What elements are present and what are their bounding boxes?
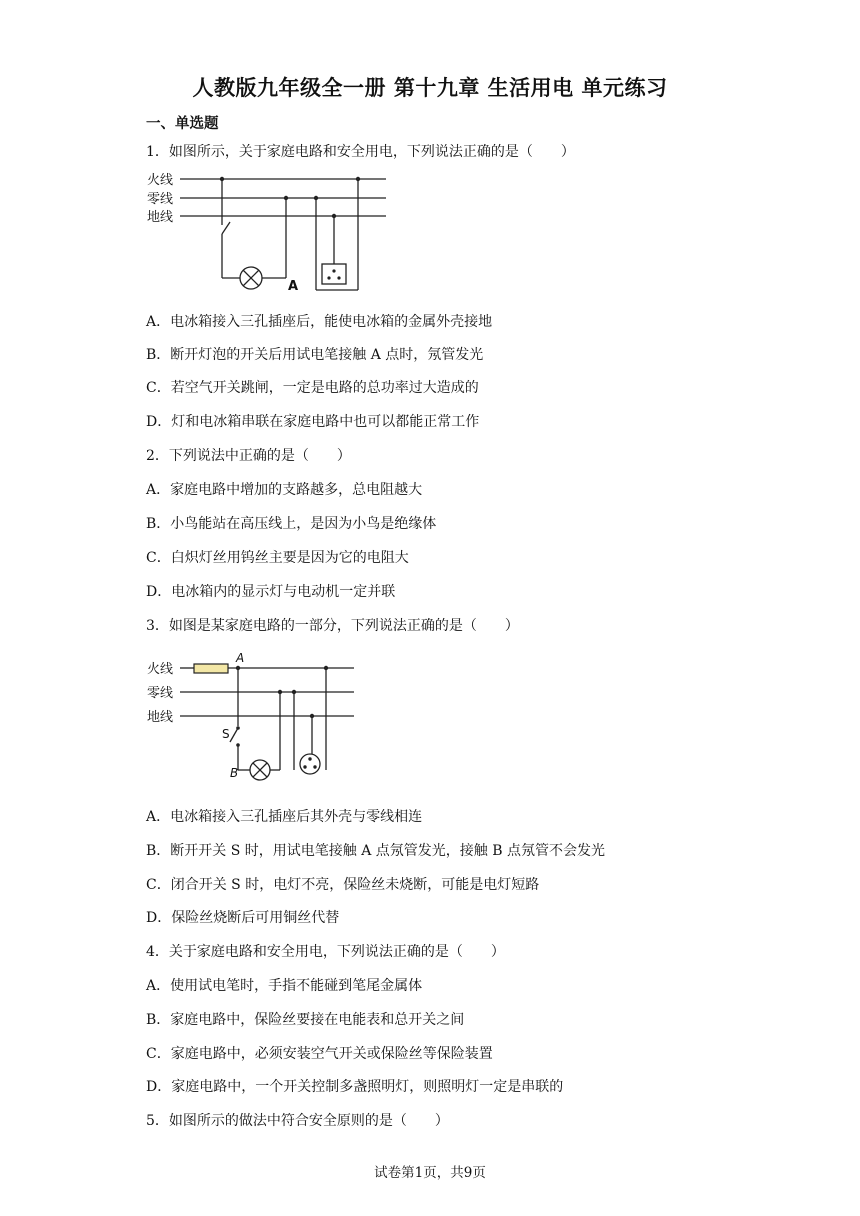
q3-stem: 3．如图是某家庭电路的一部分，下列说法正确的是（ ） (146, 618, 519, 634)
q1-option-c: C．若空气开关跳闸，一定是电路的总功率过大造成的 (146, 380, 479, 396)
q1-option-b: B．断开灯泡的开关后用试电笔接触 A 点时，氖管发光 (146, 347, 484, 363)
point-a-label: A (288, 279, 299, 294)
point-b-label: B (230, 766, 239, 780)
q1-option-a: A．电冰箱接入三孔插座后，能使电冰箱的金属外壳接地 (146, 314, 493, 330)
ground-wire-label: 地线 (147, 710, 174, 725)
q3-option-d: D．保险丝烧断后可用铜丝代替 (146, 910, 340, 926)
q3-option-a: A．电冰箱接入三孔插座后其外壳与零线相连 (146, 809, 423, 825)
q3-option-c: C．闭合开关 S 时，电灯不亮，保险丝未烧断，可能是电灯短路 (146, 877, 540, 893)
q2-option-b: B．小鸟能站在高压线上，是因为小鸟是绝缘体 (146, 516, 437, 532)
q2-stem: 2．下列说法中正确的是（ ） (146, 448, 351, 464)
q3-circuit-diagram (146, 650, 361, 782)
q1-circuit-diagram (146, 168, 396, 298)
q1-option-d: D．灯和电冰箱串联在家庭电路中也可以都能正常工作 (146, 414, 480, 430)
neutral-wire-label: 零线 (147, 686, 174, 701)
point-a-label: A (236, 651, 245, 665)
q1-stem: 1．如图所示，关于家庭电路和安全用电，下列说法正确的是（ ） (146, 144, 575, 160)
switch-s-label: S (222, 727, 230, 741)
q2-option-c: C．白炽灯丝用钨丝主要是因为它的电阻大 (146, 550, 409, 566)
q4-option-c: C．家庭电路中，必须安装空气开关或保险丝等保险装置 (146, 1046, 493, 1062)
page-footer: 试卷第1页，共9页 (374, 1165, 486, 1181)
q4-option-b: B．家庭电路中，保险丝要接在电能表和总开关之间 (146, 1012, 465, 1028)
neutral-wire-label: 零线 (147, 192, 174, 207)
q2-option-a: A．家庭电路中增加的支路越多，总电阻越大 (146, 482, 423, 498)
ground-wire-label: 地线 (147, 210, 174, 225)
q4-stem: 4．关于家庭电路和安全用电，下列说法正确的是（ ） (146, 944, 505, 960)
q2-option-d: D．电冰箱内的显示灯与电动机一定并联 (146, 584, 396, 600)
section-heading: 一、单选题 (146, 116, 219, 132)
q4-option-a: A．使用试电笔时，手指不能碰到笔尾金属体 (146, 978, 423, 994)
live-wire-label: 火线 (147, 173, 174, 188)
page-title: 人教版九年级全一册 第十九章 生活用电 单元练习 (192, 76, 668, 100)
q5-stem: 5．如图所示的做法中符合安全原则的是（ ） (146, 1113, 449, 1129)
q3-option-b: B．断开开关 S 时，用试电笔接触 A 点氖管发光，接触 B 点氖管不会发光 (146, 843, 605, 859)
live-wire-label: 火线 (147, 662, 174, 677)
fuse-icon (194, 664, 228, 673)
q4-option-d: D．家庭电路中，一个开关控制多盏照明灯，则照明灯一定是串联的 (146, 1079, 564, 1095)
